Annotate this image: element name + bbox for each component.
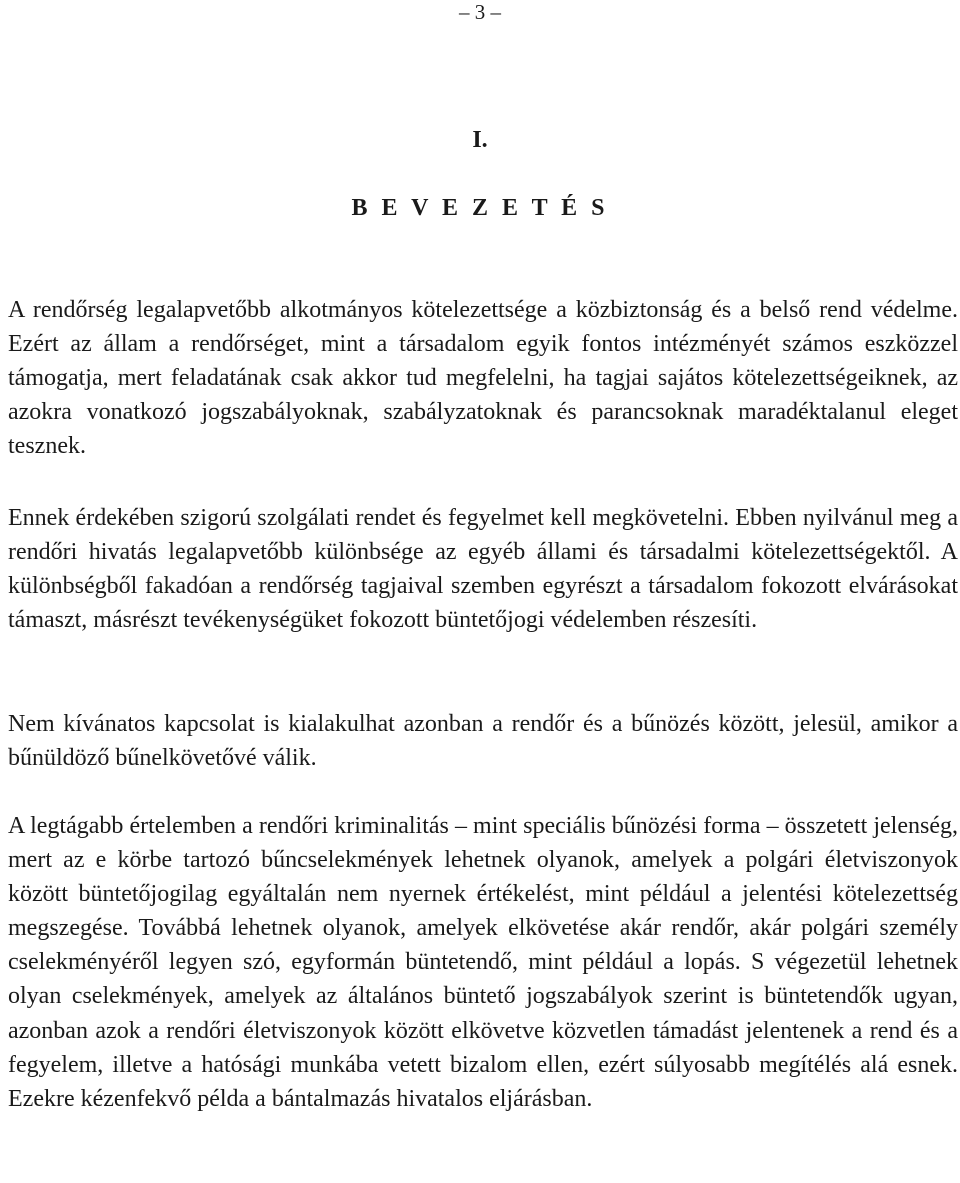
paragraph: Nem kívánatos kapcsolat is kialakulhat azonban a rendőr és a bűnözés között, jelesül, amikor a bűnüldöző bűnelkövetővé válik. (8, 711, 958, 772)
chapter-title: B E V E Z E T É S (351, 195, 609, 221)
page-number: – 3 – (459, 0, 501, 24)
paragraph: A rendőrség legalapvetőbb alkotmányos kötelezettsége a közbiztonság és a belső rend védelme. Ezért az állam a rendőrséget, mint a társadalom egyik fontos intézményét számos eszközzel támogatja, mert feladatának csak akkor tud megfelelni, ha tagjai sajátos kötelezettségeiknek, az azokra vonatkozó jogszabályoknak, szabályzatoknak és parancsoknak maradéktalanul eleget tesznek. (8, 297, 958, 460)
paragraph: Ennek érdekében szigorú szolgálati rendet és fegyelmet kell megkövetelni. Ebben nyilvánul meg a rendőri hivatás legalapvetőbb különbsége az egyéb állami és társadalmi kötelezettségektől. A különbségből fakadóan a rendőrség tagjaival szemben egyrészt a társadalom fokozott elvárásokat támaszt, másrészt tevékenységüket fokozott büntetőjogi védelemben részesíti. (8, 505, 958, 634)
paragraph: A legtágabb értelemben a rendőri kriminalitás – mint speciális bűnözési forma – összetett jelenség, mert az e körbe tartozó bűncselekmények lehetnek olyanok, amelyek a polgári életviszonyok között büntetőjogilag egyáltalán nem nyernek értékelést, mint például a jelentési kötelezettség megszegése. Továbbá lehetnek olyanok, amelyek elkövetése akár rendőr, akár polgári személy cselekményéről legyen szó, egyformán büntetendő, mint például a lopás. S végezetül lehetnek olyan cselekmények, amelyek az általános büntető jogszabályok szerint is büntetendők ugyan, azonban azok a rendőri életviszonyok között elkövetve közvetlen támadást jelentenek a rend és a fegyelem, illetve a hatósági munkába vetett bizalom ellen, ezért súlyosabb megítélés alá esnek. Ezekre kézenfekvő példa a bántalmazás hivatalos eljárásban. (8, 813, 958, 1112)
chapter-number: I. (472, 127, 488, 153)
